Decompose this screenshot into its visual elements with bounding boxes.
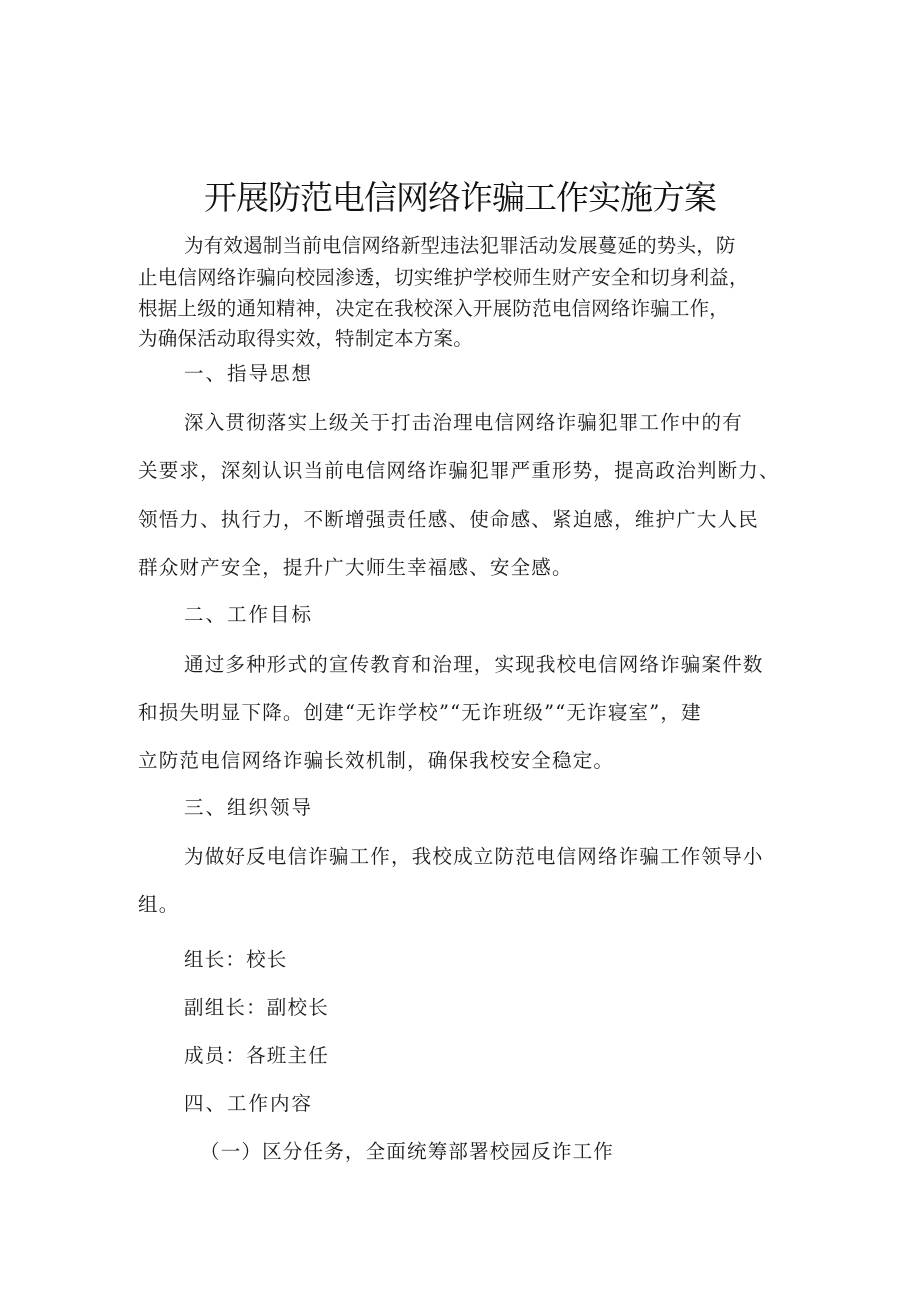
section1-line-2: 关要求，深刻认识当前电信网络诈骗犯罪严重形势，提高政治判断力、 — [138, 459, 780, 482]
intro-line-4: 为确保活动取得实效，特制定本方案。 — [138, 327, 473, 350]
section3-heading: 三、组织领导 — [184, 796, 314, 819]
section3-line-1: 为做好反电信诈骗工作，我校成立防范电信网络诈骗工作领导小 — [184, 845, 764, 868]
section2-line-3: 立防范电信网络诈骗长效机制，确保我校安全稳定。 — [138, 749, 615, 772]
intro-line-1: 为有效遏制当前电信网络新型违法犯罪活动发展蔓延的势头，防 — [184, 234, 736, 257]
section3-member-leader: 组长：校长 — [184, 948, 288, 971]
section2-heading: 二、工作目标 — [184, 603, 314, 626]
section4-heading: 四、工作内容 — [184, 1092, 314, 1115]
document-title: 开展防范电信网络诈骗工作实施方案 — [204, 178, 716, 217]
section1-line-1: 深入贯彻落实上级关于打击治理电信网络诈骗犯罪工作中的有 — [184, 411, 743, 434]
section4-subheading-1: （一）区分任务，全面统筹部署校园反诈工作 — [200, 1140, 615, 1163]
intro-line-3: 根据上级的通知精神，决定在我校深入开展防范电信网络诈骗工作， — [138, 297, 730, 320]
section3-line-2: 组。 — [138, 893, 180, 916]
section1-heading: 一、指导思想 — [184, 362, 314, 385]
section3-member-staff: 成员：各班主任 — [184, 1044, 329, 1067]
section1-line-4: 群众财产安全，提升广大师生幸福感、安全感。 — [138, 556, 573, 579]
section3-member-deputy: 副组长：副校长 — [184, 996, 329, 1019]
section2-line-1: 通过多种形式的宣传教育和治理，实现我校电信网络诈骗案件数 — [184, 653, 764, 676]
section2-line-2: 和损失明显下降。创建“无诈学校”“无诈班级”“无诈寝室”，建 — [138, 701, 702, 724]
intro-line-2: 止电信网络诈骗向校园渗透，切实维护学校师生财产安全和切身利益， — [138, 266, 749, 289]
section1-line-3: 领悟力、执行力，不断增强责任感、使命感、紧迫感，维护广大人民 — [138, 508, 760, 531]
